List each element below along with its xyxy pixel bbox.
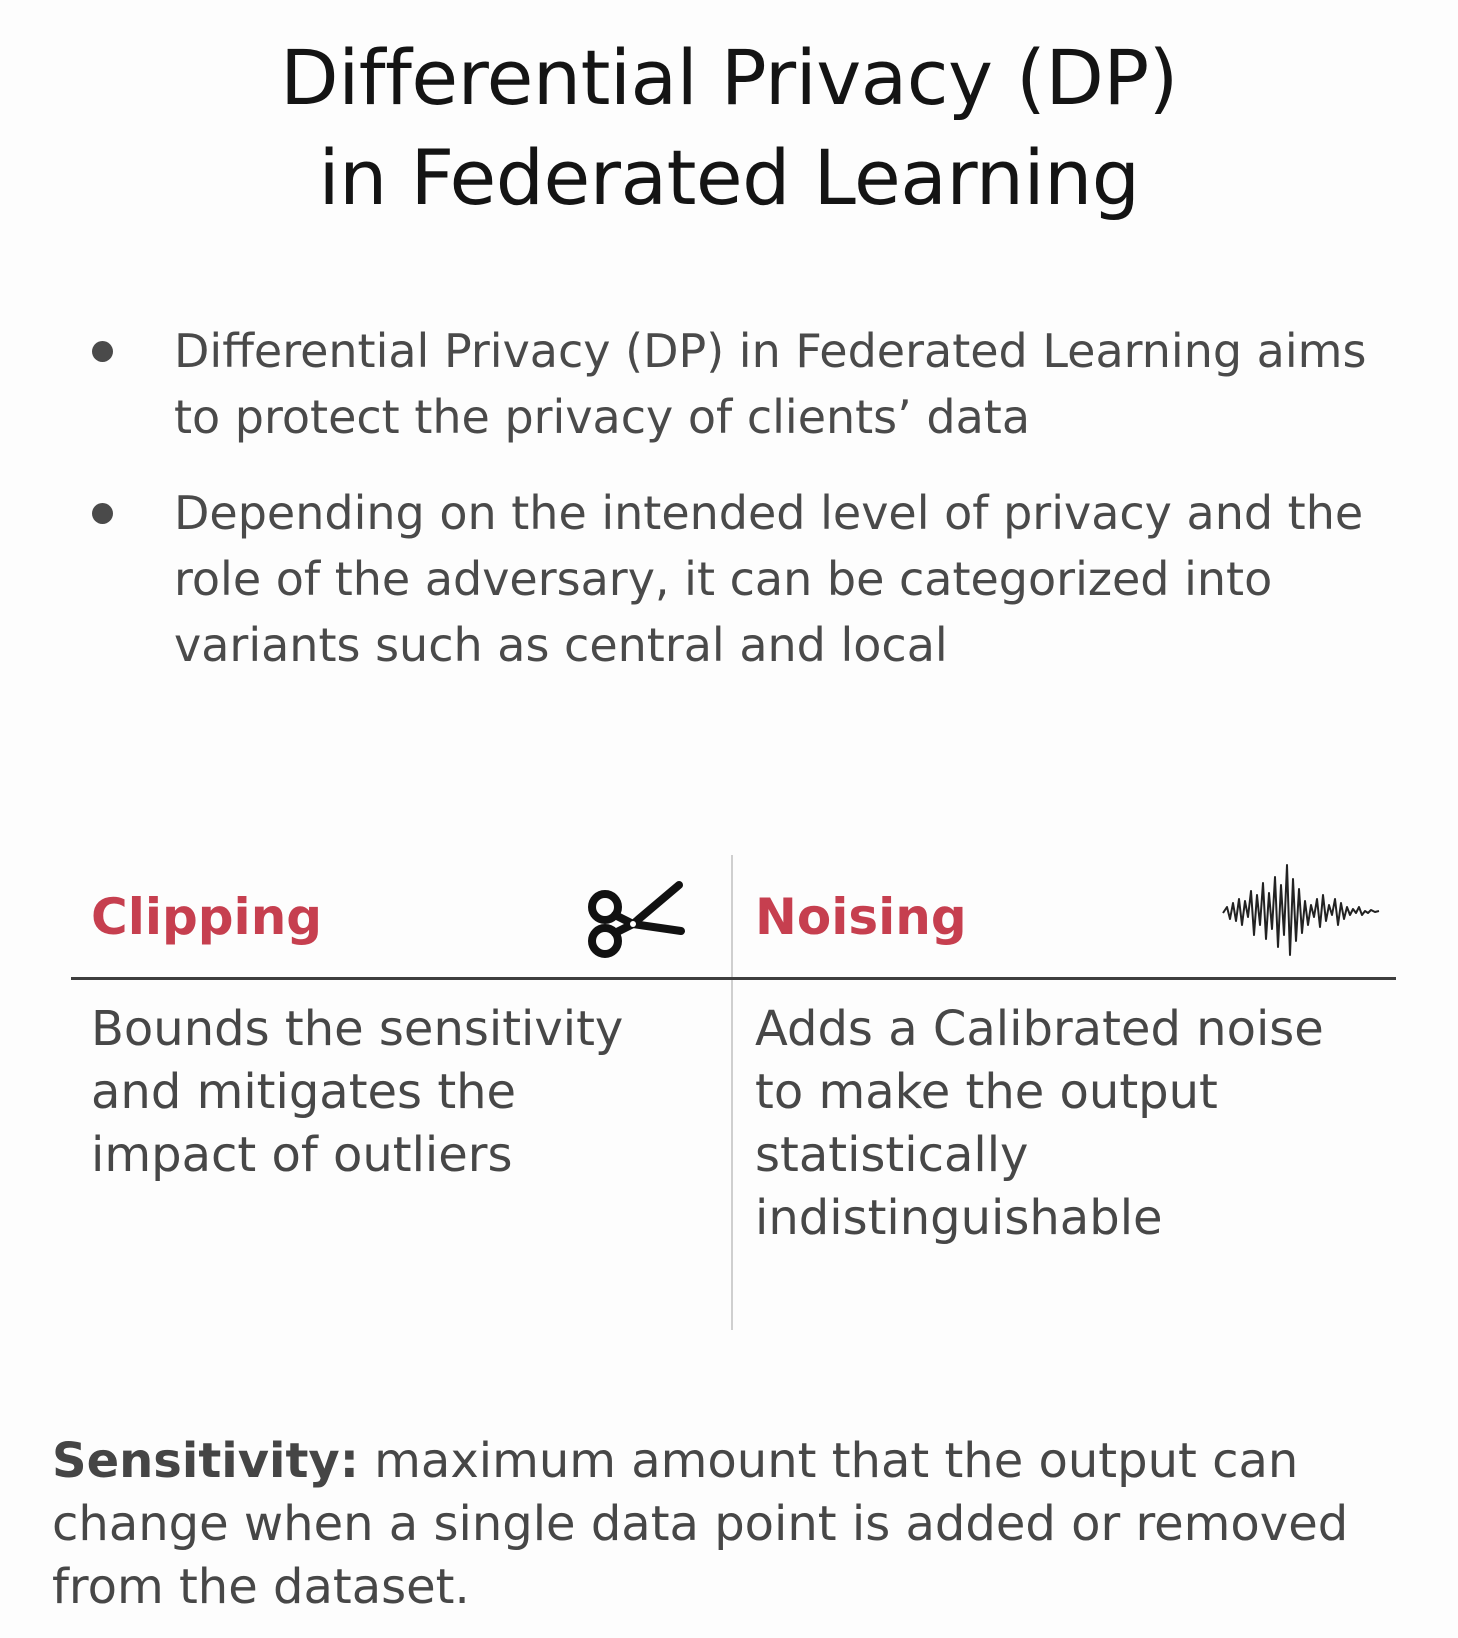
noising-heading: Noising bbox=[755, 888, 967, 946]
bullet-text: Depending on the intended level of privacy and the role of the adversary, it can be categorized into variants such as central and local bbox=[174, 486, 1364, 672]
header-rule bbox=[71, 977, 1396, 980]
bullet-dot-icon bbox=[92, 341, 113, 362]
sensitivity-text: maximum amount that the output can change when a single data point is added or removed from the dataset. bbox=[52, 1433, 1349, 1615]
bullet-dot-icon bbox=[92, 503, 113, 524]
sensitivity-term: Sensitivity: bbox=[52, 1433, 359, 1489]
title-line-2: in Federated Learning bbox=[318, 133, 1140, 222]
slide-title bbox=[0, 28, 1458, 228]
noising-description: Adds a Calibrated noise to make the output statistically indistinguishable bbox=[755, 1001, 1324, 1246]
comparison-table bbox=[71, 855, 1396, 1330]
title-line-1: Differential Privacy (DP) bbox=[280, 33, 1178, 122]
bullet-item bbox=[0, 480, 1394, 678]
column-divider bbox=[731, 855, 733, 1330]
waveform-icon bbox=[1221, 855, 1381, 965]
bullet-list bbox=[0, 318, 1458, 708]
bullet-item bbox=[0, 318, 1394, 450]
clipping-heading: Clipping bbox=[91, 888, 323, 946]
bullet-text: Differential Privacy (DP) in Federated Learning aims to protect the privacy of clients’ data bbox=[174, 324, 1367, 444]
sensitivity-definition bbox=[52, 1430, 1422, 1619]
scissors-icon bbox=[581, 875, 691, 965]
clipping-description: Bounds the sensitivity and mitigates the impact of outliers bbox=[91, 1001, 624, 1183]
